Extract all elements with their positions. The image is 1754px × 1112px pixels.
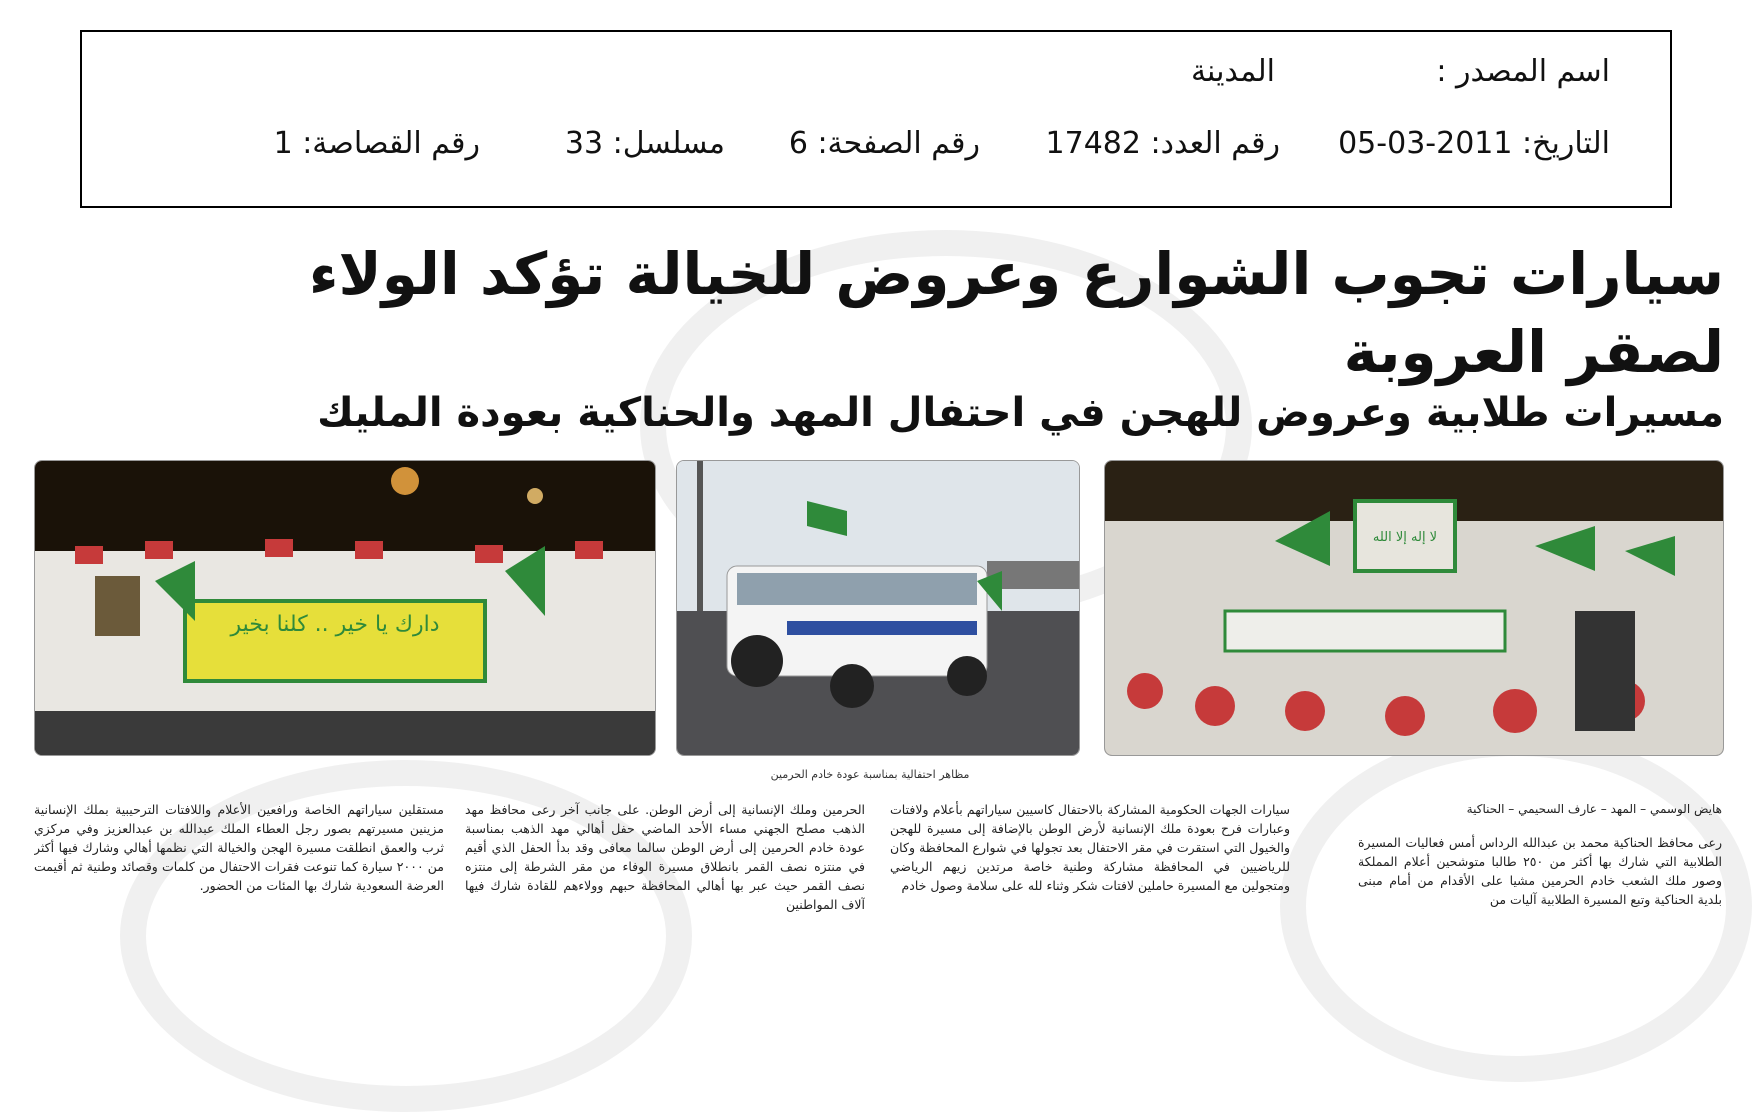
source-label: اسم المصدر : — [1436, 54, 1610, 89]
clip-field: رقم القصاصة: 1 — [273, 126, 480, 161]
photo-caption: مظاهر احتفالية بمناسبة عودة خادم الحرمين — [770, 768, 970, 781]
issue-field: رقم العدد: 17482 — [1045, 126, 1280, 161]
headline-line-1: سيارات تجوب الشوارع وعروض للخيالة تؤكد الولاء — [308, 240, 1724, 308]
article-column-1 — [1358, 800, 1722, 920]
article-column-4: مستقلين سياراتهم الخاصة ورافعين الأعلام واللافتات الترحيبية بملك الإنسانية مزينين مسيرتهم بصور رجل العطاء الملك عبدالله بن عبدالعزيز وفي مركزي ثرب والعمق انطلقت مسيرة الهجن والخيالة التي نظمها أهالي وشارك فيها أكثر من ٢٠٠٠ سيارة كما تنوعت فقرات الاحتفال من كلمات وقصائد وطنية ثم أقيمت العرضة السعودية شارك بها المئات من الحضور. — [34, 802, 444, 893]
banner-text: لا إله إلا الله — [1372, 530, 1438, 545]
date-field: التاريخ: 2011-03-05 — [1338, 126, 1610, 161]
column-text: رعى محافظ الحناكية محمد بن عبدالله الرداس أمس فعاليات المسيرة الطلابية التي شارك بها أكثر من ٢٥٠ طالبا متوشحين أعلام المملكة وصور ملك الشعب خادم الحرمين مشيا على الأقدام من أمام مبنى بلدية الحناكية وتبع المسيرة الطلابية آليات من — [1358, 835, 1722, 907]
bylines: هايض الوسمي – المهد – عارف السحيمي – الحناكية — [1466, 802, 1722, 816]
metadata-box — [80, 30, 1672, 208]
serial-field: مسلسل: 33 — [564, 126, 725, 161]
article-column-3: الحرمين وملك الإنسانية إلى أرض الوطن. على جانب آخر رعى محافظ مهد الذهب مصلح الجهني مساء الأحد الماضي حفل أهالي مهد الذهب بمناسبة عودة خادم الحرمين إلى أرض الوطن سالما معافى وقد بدأ الحفل الذي أقيم في منتزه نصف القمر بانطلاق مسيرة الوفاء من مقر الشرطة إلى منتزه نصف القمر حيث عبر بها أهالي المحافظة حبهم وولاءهم للقادة شارك فيها آلاف المواطنين — [465, 802, 865, 912]
banner-text: دارك يا خير .. كلنا بخير — [230, 612, 440, 637]
photo-students-banner — [34, 460, 656, 756]
source-value: المدينة — [1190, 54, 1275, 89]
headline-line-2: لصقر العروبة — [1343, 318, 1724, 386]
page-field: رقم الصفحة: 6 — [788, 126, 980, 161]
subheadline: مسيرات طلابية وعروض للهجن في احتفال المهد والحناكية بعودة المليك — [317, 390, 1724, 436]
photo-crowd-flags — [1104, 460, 1724, 756]
photo-police-car — [676, 460, 1080, 756]
article-column-2: سيارات الجهات الحكومية المشاركة بالاحتفال كاسيين سياراتهم بأعلام ولافتات وعبارات فرح بعودة ملك الإنسانية لأرض الوطن بالإضافة إلى مسيرة للهجن والخيول التي استقرت في مقر الاحتفال بعد تجولها في شوارع المحافظة وكان للرياضيين في المحافظة مشاركة وطنية خاصة مرتدين زيهم الرياضي ومتجولين مع المسيرة حاملين لافتات شكر وثناء لله على سلامة وصول خادم — [890, 802, 1290, 893]
